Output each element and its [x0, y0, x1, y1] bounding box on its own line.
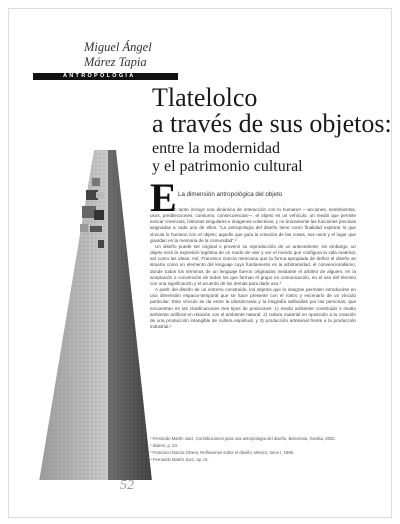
title-line-1: Tlatelolco [152, 83, 258, 112]
footnote-3: ³ Francisco García Olvera, Reflexiones sobre el diseño, México, tomo I, 1996. [150, 450, 295, 455]
article-body [150, 207, 356, 330]
title-line-2: a través de sus objetos: [152, 109, 392, 138]
subtitle-line-2: y el patrimonio cultural [152, 158, 303, 175]
author-first-name: Miguel Ángel [84, 40, 152, 54]
tower-photo [36, 150, 156, 500]
page-number: 52 [120, 478, 134, 493]
footnote-4: ⁴ Fernando Martín Juez, op. cit. [150, 457, 209, 462]
footnote-1: ¹ Fernando Martín Juez, Contribuciones para una antropología del diseño, Barcelona, Gedisa, 2002. [150, 436, 336, 441]
author-byline [84, 40, 152, 70]
body-paragraph-2: Un diseño puede ser original o provenir su reproducción de un antecedente; sin embargo, un objeto será la expresión legítima de un modo de vivir y ver el mundo que configura la vida material, así como las ideas. Así, Francisco García menciona que la forma apropiada de definir el diseño se situaría como un elemento del lenguaje cuyo fundamento es la arbitrariedad, el convencionalismo, donde todos los términos de un lenguaje fueron originados mediante el arbitrio de alguien, en la aceptación o convención de todos los que forman el grupo en comunicación, en el uso del término con una significación y el acuerdo de los demás para darle uso.³ [150, 243, 356, 286]
section-bar [33, 73, 178, 80]
footnotes [150, 435, 356, 463]
body-paragraph-3: A partir del diseño de un entorno construido, los objetos que lo integran permiten introducirse en una dimensión espacio-temporal que se hace presente con el rostro y escenario de un vínculo particular. Este vínculo se da entre la idiosincrasia y la biografía atribuidas por las personas, que encuentran en las clasificaciones tres tipos de posiciones: 1) medio ambiente construido o medio ambiente artificial en relación con el ambiente natural; 2) cultura material en oposición a la creación de una producción intangible de cultura espiritual, y 3) producción artesanal frente a la producción industrial.⁴ [150, 287, 356, 329]
drop-cap: E [150, 175, 177, 220]
author-last-name: Márez Tapia [84, 55, 147, 69]
body-paragraph-1: n tanto incluye una dinámica de interacción con lo humano¹ —acciones, sentimientos, usos, predilecciones, consumo, consecuencias—, el objeto es un vehículo, un medio que permite evocar creencias, historias singulares e imágenes colectivas, y no únicamente las funciones precisas asignadas a cada uno de ellos. "La antropología del diseño tiene como finalidad explorar lo que vincula lo humano con el objeto; aquello que guía la creación de las cosas, sus usos y el lugar que guardan en la memoria de la comunidad".² [150, 207, 356, 243]
section-subheading: La dimensión antropológica del objeto [178, 191, 283, 198]
footnote-2: ² Ibidem, p. 23. [150, 443, 178, 448]
article-subtitle [152, 140, 303, 176]
article-title [152, 85, 392, 137]
section-label: ANTROPOLOGÍA [63, 73, 136, 79]
subtitle-line-1: entre la modernidad [152, 140, 280, 157]
